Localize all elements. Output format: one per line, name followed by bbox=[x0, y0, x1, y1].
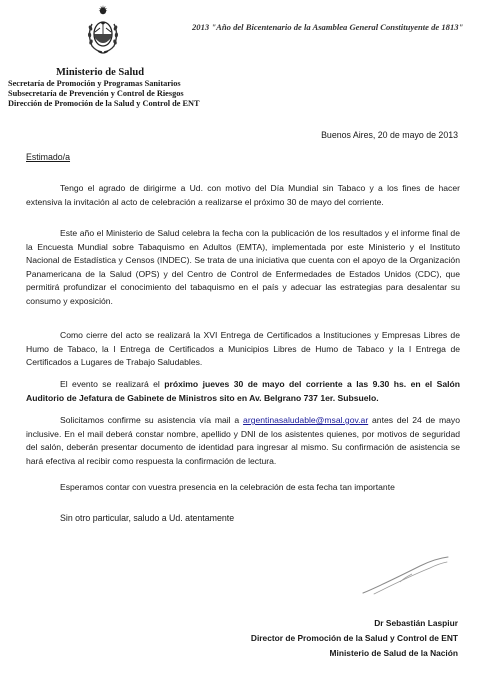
paragraph-event bbox=[26, 378, 460, 405]
signature-block bbox=[251, 616, 458, 660]
coat-of-arms-icon bbox=[86, 4, 120, 56]
rsvp-lead-text: Solicitamos confirme su asistencia vía mail a bbox=[60, 415, 244, 425]
rsvp-email-link[interactable]: argentinasaludable@msal.gov.ar bbox=[243, 415, 369, 425]
paragraph-survey: Este año el Ministerio de Salud celebra la fecha con la publicación de los resultados y el informe final de la Encuesta Mundial sobre Tabaquismo en Adultos (EMTA), implementada por este Ministerio y el Instituto Nacional de Estadística y Censos (INDEC). Se trata de una iniciativa que cuenta con el apoyo de la Organización Panamericana de la Salud (OPS) y del Centro de Control de Enfermedades de Estados Unidos (CDC), que permitirá profundizar el conocimiento del tabaquismo en el país y adecuar las estrategias para desalentar su consumo y exposición. bbox=[26, 228, 460, 306]
handwritten-signature-icon bbox=[360, 556, 452, 596]
ministry-name: Ministerio de Salud bbox=[56, 67, 145, 78]
salutation: Estimado/a bbox=[26, 152, 71, 162]
signatory-name: Dr Sebastián Laspiur bbox=[374, 618, 458, 628]
undersecretariat-name: Subsecretaría de Prevención y Control de Riesgos bbox=[8, 89, 184, 98]
event-lead-text: El evento se realizará el bbox=[60, 379, 165, 389]
signatory-institution: Ministerio de Salud de la Nación bbox=[329, 647, 458, 658]
rsvp-details-text: antes del 24 de mayo inclusive. En el mail deberá constar nombre, apellido y DNI de los asistentes quienes, por motivos de seguridad del salón, deberán presentar documento de identidad para ingresar al mismo. Su confirmación de asistencia se hará efectiva al recibir como respuesta la confirmación de lectura. bbox=[26, 415, 460, 466]
secretariat-name: Secretaría de Promoción y Programas Sanitarios bbox=[8, 79, 181, 88]
paragraph-intro: Tengo el agrado de dirigirme a Ud. con motivo del Día Mundial sin Tabaco y a los fines de hacer extensiva la invitación al acto de celebración a realizarse el próximo 30 de mayo del corriente. bbox=[26, 183, 460, 207]
place-date: Buenos Aires, 20 de mayo de 2013 bbox=[321, 130, 458, 140]
year-motto: 2013 "Año del Bicentenario de la Asamblea General Constituyente de 1813" bbox=[192, 22, 464, 32]
paragraph-certificates: Como cierre del acto se realizará la XVI Entrega de Certificados a Instituciones y Empresas Libres de Humo de Tabaco, la I Entrega de Certificados a Municipios Libres de Humo de Tabaco y la I Entrega de Certificados a Lugares de Trabajo Saludables. bbox=[26, 330, 460, 368]
paragraph-rsvp bbox=[26, 414, 460, 468]
signatory-title: Director de Promoción de la Salud y Control de ENT bbox=[250, 632, 458, 643]
closing-line: Sin otro particular, saludo a Ud. atentamente bbox=[60, 513, 235, 523]
directorate-name: Dirección de Promoción de la Salud y Control de ENT bbox=[8, 99, 200, 108]
letterhead bbox=[8, 66, 248, 109]
event-details: próximo jueves 30 de mayo del corriente a las 9.30 hs. en el Salón Auditorio de Jefatura de Gabinete de Ministros sito en Av. Belgrano 737 1er. Subsuelo. bbox=[26, 379, 460, 403]
paragraph-hope: Esperamos contar con vuestra presencia en la celebración de esta fecha tan importante bbox=[60, 482, 395, 492]
